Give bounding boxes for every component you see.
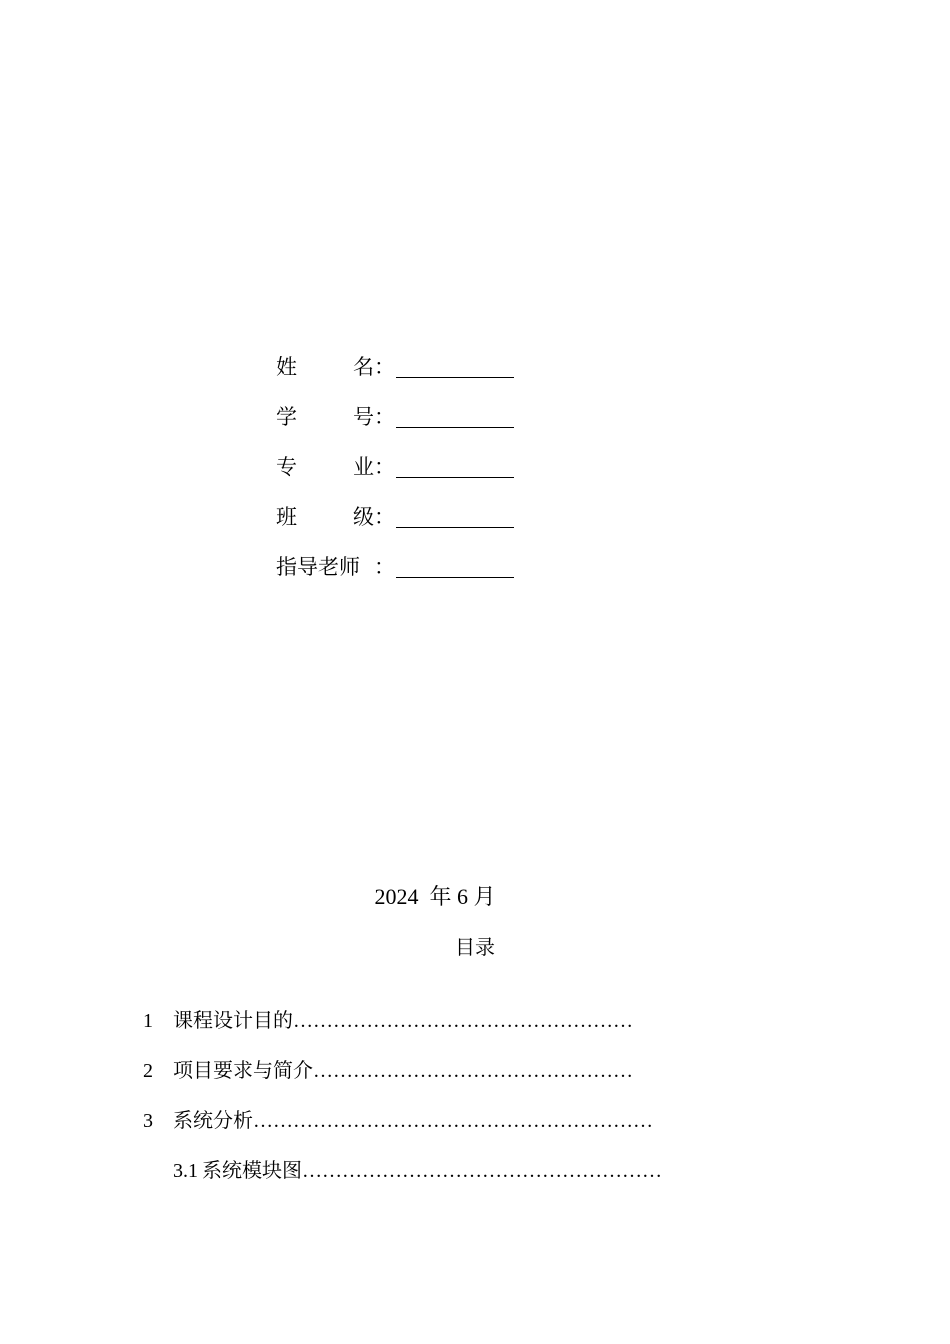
advisor-blank-line [396, 551, 514, 578]
student-info-block [276, 334, 514, 584]
info-label-char: 级 [353, 505, 374, 529]
info-label-char: 专 [276, 455, 297, 479]
toc-item-title: 项目要求与简介 [173, 1058, 313, 1082]
info-label [276, 500, 374, 534]
info-label [276, 450, 374, 484]
info-label-char: 号 [353, 405, 374, 429]
toc-item-title: 系统模块图 [202, 1158, 302, 1182]
toc-item-leader-dots: …………………………………………… [293, 1010, 633, 1032]
info-label [276, 400, 374, 434]
info-colon: ： [374, 455, 395, 479]
info-row-student-id [276, 384, 514, 434]
student-id-blank-line [396, 401, 514, 428]
toc-item-title: 系统分析 [173, 1108, 253, 1132]
info-row-advisor [276, 534, 514, 584]
name-blank-line [396, 351, 514, 378]
info-label-char: 名 [353, 355, 374, 379]
toc-item-number: 3 [143, 1110, 153, 1132]
table-of-contents [143, 1003, 662, 1203]
toc-item-number: 2 [143, 1060, 153, 1082]
toc-item-number: 3.1 [173, 1160, 198, 1182]
info-row-class [276, 484, 514, 534]
document-date: 2024 年 6 月 [374, 884, 496, 909]
info-colon: ： [374, 405, 395, 429]
toc-item-number: 1 [143, 1010, 153, 1032]
info-row-major [276, 434, 514, 484]
info-label-char: 姓 [276, 355, 297, 379]
toc-title: 目录 [455, 935, 495, 959]
class-blank-line [396, 501, 514, 528]
info-row-name [276, 334, 514, 384]
info-label [276, 550, 374, 584]
toc-item-leader-dots: …………………………………………………… [253, 1110, 653, 1132]
toc-item[interactable] [143, 1103, 662, 1153]
info-colon: ： [374, 505, 395, 529]
info-label-char: 班 [276, 505, 297, 529]
toc-item[interactable] [143, 1053, 662, 1103]
info-label-char: 学 [276, 405, 297, 429]
toc-item-title: 课程设计目的 [173, 1008, 293, 1032]
info-colon: ： [374, 355, 395, 379]
info-label-char: 业 [353, 455, 374, 479]
major-blank-line [396, 451, 514, 478]
toc-item[interactable] [143, 1003, 662, 1053]
toc-subitem[interactable] [143, 1153, 662, 1203]
info-label-full: 指导老师 [276, 555, 360, 579]
info-colon: ： [374, 555, 395, 579]
toc-item-leader-dots: ………………………………………… [313, 1060, 633, 1082]
toc-item-leader-dots: ……………………………………………… [302, 1160, 662, 1182]
info-label [276, 350, 374, 384]
